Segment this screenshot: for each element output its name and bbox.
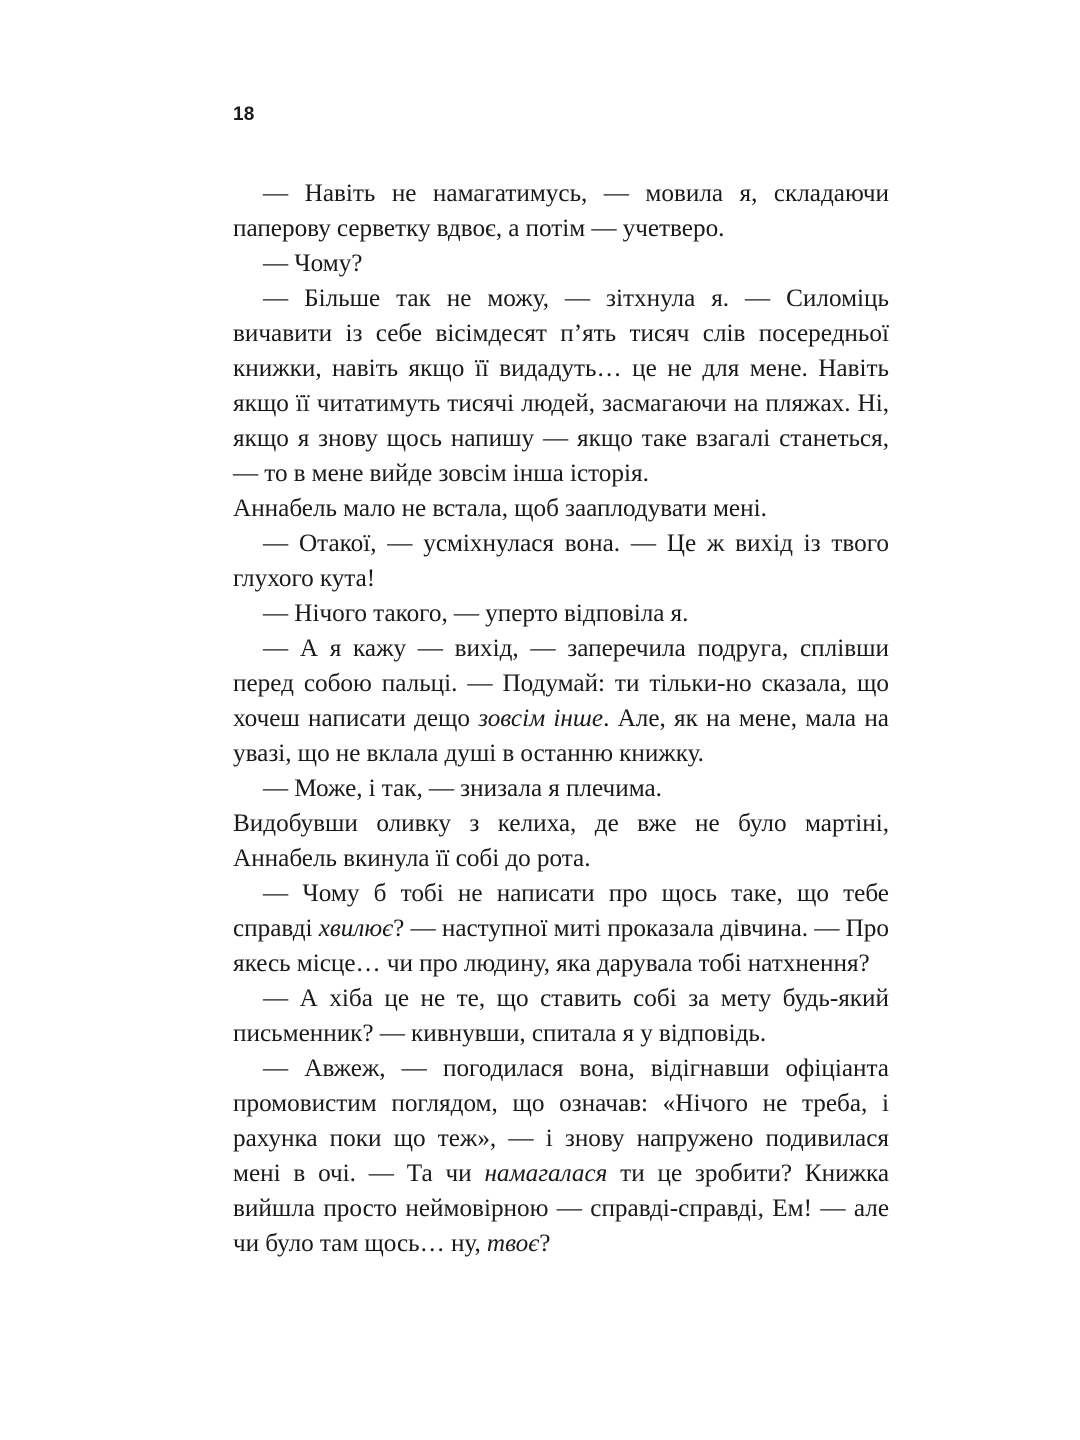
paragraph: — Авжеж, — погодилася вона, відігнавши офіціанта промовистим поглядом, що означав: «Нічого не треба, і рахунка поки що теж», — і знову напружено подивилася мені в очі. — Та чи намагалася ти це зробити? Книжка вийшла просто неймовірною — справді-справді, Ем! — але чи було там щось… ну, твоє?: [233, 1055, 890, 1257]
paragraph: — Нічого такого, — уперто відповіла я.: [263, 600, 689, 627]
paragraph: — Чому?: [263, 250, 363, 277]
emphasis-text: зовсім інше: [478, 705, 604, 732]
paragraph: Видобувши оливку з келиха, де вже не було мартіні, Аннабель вкинула її собі до рота.: [233, 810, 889, 872]
body-text-block: [233, 176, 889, 1261]
paragraph: — Більше так не можу, — зітхнула я. — Силоміць вичавити із себе вісімдесят п’ять тисяч слів посередньої книжки, навіть якщо її видадуть… це не для мене. Навіть якщо її читатимуть тисячі людей, засмагаючи на пляжах. Ні, якщо я знову щось напишу — якщо таке взагалі станеться, — то в мене вийде зовсім інша історія.: [233, 285, 889, 487]
page-number: 18: [233, 104, 255, 125]
paragraph: — Навіть не намагатимусь, — мовила я, складаючи паперову серветку вдвоє, а потім — учетверо.: [233, 180, 889, 242]
emphasis-text: намагалася: [484, 1160, 608, 1187]
emphasis-text: хвилює: [318, 915, 394, 942]
paragraph: — Чому б тобі не написати про щось таке, що тебе справді хвилює? — наступної миті проказала дівчина. — Про якесь місце… чи про людину, яка дарувала тобі натхнення?: [233, 880, 889, 977]
emphasis-text: твоє: [486, 1230, 540, 1257]
paragraph: Аннабель мало не встала, щоб зааплодувати мені.: [233, 495, 767, 522]
paragraph: — А я кажу — вихід, — заперечила подруга, сплівши перед собою пальці. — Подумай: ти тільки-но сказала, що хочеш написати дещо зовсім інше. Але, як на мене, мала на увазі, що не вклала душі в останню книжку.: [233, 635, 889, 767]
paragraph: — А хіба це не те, що ставить собі за мету будь-який письменник? — кивнувши, спитала я у відповідь.: [233, 985, 889, 1047]
paragraph: — Може, і так, — знизала я плечима.: [263, 775, 662, 802]
paragraph: — Отакої, — усміхнулася вона. — Це ж вихід із твого глухого кута!: [233, 530, 889, 592]
